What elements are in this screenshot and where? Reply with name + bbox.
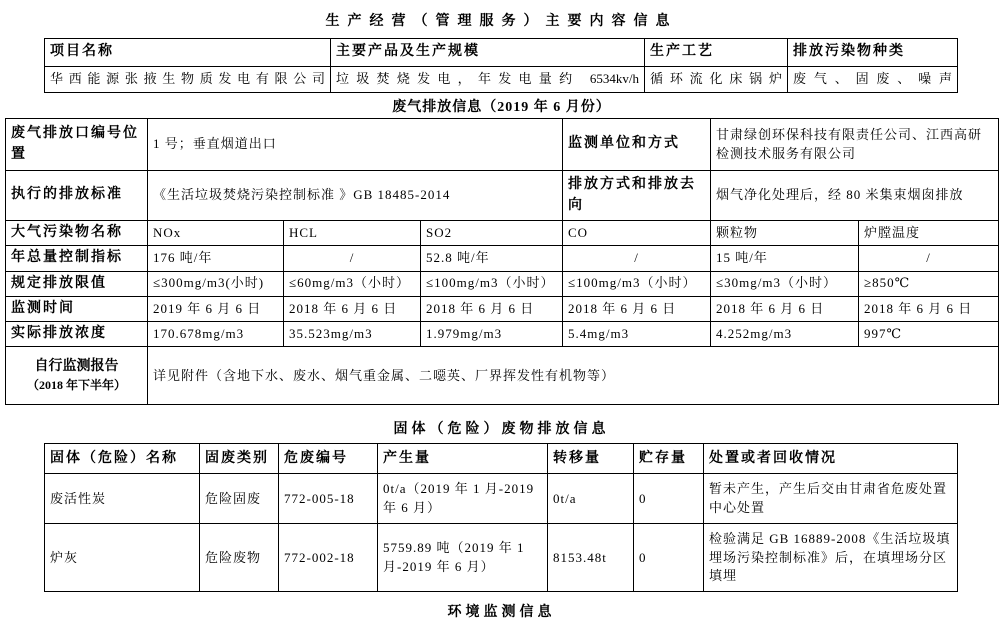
cell-discharge-mode: 烟气净化处理后，经 80 米集束烟囱排放 bbox=[711, 171, 999, 221]
cell-project-name: 华西能源张掖生物质发电有限公司 bbox=[45, 67, 331, 93]
cell-emission-limit: ≥850℃ bbox=[859, 271, 999, 296]
col-header-disposal: 处置或者回收情况 bbox=[704, 444, 958, 474]
cell-pollutant-name: NOx bbox=[148, 221, 284, 246]
emission-info-table bbox=[5, 118, 999, 405]
row-label-self-monitoring-report bbox=[6, 347, 148, 405]
cell-annual-quota: 176 吨/年 bbox=[148, 246, 284, 271]
solid-waste-table bbox=[44, 443, 958, 592]
cell-actual-concentration: 4.252mg/m3 bbox=[711, 322, 859, 347]
production-info-table bbox=[44, 38, 958, 93]
cell-waste-category: 危险固废 bbox=[200, 474, 279, 524]
cell-monitor-date: 2018 年 6 月 6 日 bbox=[284, 296, 421, 321]
table-row bbox=[6, 171, 999, 221]
row-label-actual-concentration: 实际排放浓度 bbox=[6, 322, 148, 347]
col-header-pollutant-types: 排放污染物种类 bbox=[788, 39, 958, 67]
cell-monitor-date: 2018 年 6 月 6 日 bbox=[859, 296, 999, 321]
cell-pollutant-name: HCL bbox=[284, 221, 421, 246]
table-row bbox=[6, 271, 999, 296]
cell-emission-limit: ≤100mg/m3（小时） bbox=[421, 271, 563, 296]
cell-actual-concentration: 997℃ bbox=[859, 322, 999, 347]
cell-actual-concentration: 35.523mg/m3 bbox=[284, 322, 421, 347]
cell-waste-code: 772-002-18 bbox=[279, 524, 378, 592]
row-label-outlet: 废气排放口编号位置 bbox=[6, 119, 148, 171]
table-row bbox=[45, 474, 958, 524]
cell-monitor-date: 2019 年 6 月 6 日 bbox=[148, 296, 284, 321]
cell-generated: 5759.89 吨（2019 年 1 月-2019 年 6 月） bbox=[378, 524, 548, 592]
row-label-emission-limit: 规定排放限值 bbox=[6, 271, 148, 296]
cell-standard-value: 《生活垃圾焚烧污染控制标准 》GB 18485-2014 bbox=[148, 171, 563, 221]
cell-pollutant-name: 炉膛温度 bbox=[859, 221, 999, 246]
cell-disposal: 暂未产生，产生后交由甘肃省危废处置中心处置 bbox=[704, 474, 958, 524]
cell-annual-quota: / bbox=[284, 246, 421, 271]
col-header-waste-code: 危废编号 bbox=[279, 444, 378, 474]
table-row bbox=[6, 296, 999, 321]
table-row bbox=[45, 524, 958, 592]
table-row bbox=[6, 347, 999, 405]
cell-transferred: 8153.48t bbox=[548, 524, 634, 592]
table-row bbox=[6, 322, 999, 347]
cell-report-value: 详见附件（含地下水、废水、烟气重金属、二噁英、厂界挥发性有机物等） bbox=[148, 347, 999, 405]
cell-waste-name: 炉灰 bbox=[45, 524, 200, 592]
cell-actual-concentration: 1.979mg/m3 bbox=[421, 322, 563, 347]
table-row bbox=[6, 119, 999, 171]
cell-monitor-date: 2018 年 6 月 6 日 bbox=[421, 296, 563, 321]
row-label-standard: 执行的排放标准 bbox=[6, 171, 148, 221]
cell-pollutant-name: 颗粒物 bbox=[711, 221, 859, 246]
section-title-environment-monitoring: 环境监测信息 bbox=[447, 605, 556, 621]
cell-products-scale: 垃圾焚烧发电，年发电量约 6534kv/h bbox=[331, 67, 645, 93]
cell-monitor-date: 2018 年 6 月 6 日 bbox=[563, 296, 711, 321]
row-label-monitor-date: 监测时间 bbox=[6, 296, 148, 321]
cell-emission-limit: ≤100mg/m3（小时） bbox=[563, 271, 711, 296]
table-row bbox=[6, 246, 999, 271]
col-header-waste-category: 固废类别 bbox=[200, 444, 279, 474]
row-label-annual-quota: 年总量控制指标 bbox=[6, 246, 148, 271]
report-label-line2: （2018 年下半年） bbox=[26, 378, 126, 393]
table-header-row bbox=[45, 39, 958, 67]
cell-annual-quota: / bbox=[563, 246, 711, 271]
cell-transferred: 0t/a bbox=[548, 474, 634, 524]
section-title-production-info: 生产经营（管理服务）主要内容信息 bbox=[325, 14, 678, 29]
cell-actual-concentration: 5.4mg/m3 bbox=[563, 322, 711, 347]
cell-disposal: 检验满足 GB 16889-2008《生活垃圾填埋场污染控制标准》后，在填埋场分区填埋 bbox=[704, 524, 958, 592]
cell-outlet-value: 1 号；垂直烟道出口 bbox=[148, 119, 563, 171]
col-header-stored: 贮存量 bbox=[634, 444, 704, 474]
cell-generated: 0t/a（2019 年 1 月-2019 年 6 月） bbox=[378, 474, 548, 524]
section-title-solid-waste-info: 固体（危险）废物排放信息 bbox=[393, 422, 610, 438]
cell-waste-category: 危险废物 bbox=[200, 524, 279, 592]
col-header-project-name: 项目名称 bbox=[45, 39, 331, 67]
cell-monitor-date: 2018 年 6 月 6 日 bbox=[711, 296, 859, 321]
col-header-waste-name: 固体（危险）名称 bbox=[45, 444, 200, 474]
cell-stored: 0 bbox=[634, 524, 704, 592]
cell-stored: 0 bbox=[634, 474, 704, 524]
cell-emission-limit: ≤60mg/m3（小时） bbox=[284, 271, 421, 296]
cell-pollutant-name: CO bbox=[563, 221, 711, 246]
cell-annual-quota: / bbox=[859, 246, 999, 271]
cell-process: 循环流化床锅炉 bbox=[645, 67, 788, 93]
cell-annual-quota: 15 吨/年 bbox=[711, 246, 859, 271]
col-header-generated: 产生量 bbox=[378, 444, 548, 474]
cell-waste-code: 772-005-18 bbox=[279, 474, 378, 524]
row-label-pollutant-name: 大气污染物名称 bbox=[6, 221, 148, 246]
cell-pollutant-name: SO2 bbox=[421, 221, 563, 246]
table-row bbox=[45, 67, 958, 93]
col-header-process: 生产工艺 bbox=[645, 39, 788, 67]
section-title-emission-info: 废气排放信息（2019 年 6 月份） bbox=[392, 100, 611, 115]
cell-actual-concentration: 170.678mg/m3 bbox=[148, 322, 284, 347]
row-label-discharge-mode: 排放方式和排放去向 bbox=[563, 171, 711, 221]
report-label-line1: 自行监测报告 bbox=[34, 359, 119, 375]
cell-emission-limit: ≤30mg/m3（小时） bbox=[711, 271, 859, 296]
row-label-monitoring-unit: 监测单位和方式 bbox=[563, 119, 711, 171]
cell-monitoring-unit: 甘肃绿创环保科技有限责任公司、江西高研检测技术服务有限公司 bbox=[711, 119, 999, 171]
table-header-row bbox=[45, 444, 958, 474]
cell-annual-quota: 52.8 吨/年 bbox=[421, 246, 563, 271]
cell-emission-limit: ≤300mg/m3(小时) bbox=[148, 271, 284, 296]
cell-waste-name: 废活性炭 bbox=[45, 474, 200, 524]
col-header-transferred: 转移量 bbox=[548, 444, 634, 474]
cell-pollutant-types: 废气、固废、噪声 bbox=[788, 67, 958, 93]
col-header-products-scale: 主要产品及生产规模 bbox=[331, 39, 645, 67]
table-row bbox=[6, 221, 999, 246]
